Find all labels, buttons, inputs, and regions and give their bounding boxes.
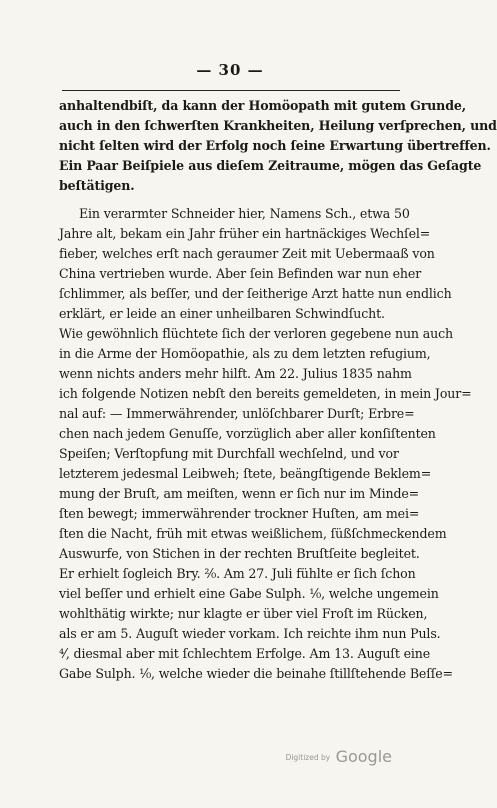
text-line: ſchlimmer, als beſſer, und der ſeitherige Arzt hatte nun endlich [59,286,452,301]
text-line: ⁴⁄, diesmal aber mit ſchlechtem Erfolge. Am 13. Auguſt eine [59,646,431,661]
text-line: mung der Bruſt, am meiſten, wenn er ſich nur im Minde= [59,486,420,501]
digitization-watermark [286,747,392,766]
text-line: China vertrieben wurde. Aber ſein Befinden war nun eher [59,266,422,281]
watermark-prefix: Digitized by [285,753,331,762]
header-rule [62,90,400,91]
text-line: letzterem jedesmal Leibweh; ſtete, beängſtigende Beklem= [59,466,432,481]
text-line: beſtätigen. [59,178,135,193]
text-line: chen nach jedem Genuſſe, vorzüglich aber aller konſiſtenten [59,426,436,441]
text-line: nal auf: — Immerwährender, unlöſchbarer Durſt; Erbre= [59,406,415,421]
page-number: — 30 — [196,61,264,79]
text-line: ſten bewegt; immerwährender trockner Huſten, am mei= [59,506,420,521]
text-line: Speiſen; Verſtopfung mit Durchfall wechſelnd, und vor [59,446,399,461]
text-line: Ein Paar Beiſpiele aus dieſem Zeitraume, mögen das Geſagte [59,158,482,173]
text-line: Gabe Sulph. ¹⁄₀, welche wieder die beinahe ſtillſtehende Beſſe= [59,666,453,681]
text-line: als er am 5. Auguſt wieder vorkam. Ich reichte ihm nun Puls. [59,626,441,641]
text-line: wenn nichts anders mehr hilft. Am 22. Julius 1835 nahm [59,366,412,381]
text-line: in die Arme der Homöopathie, als zu dem letzten refugium, [59,346,431,361]
text-line: fieber, welches erſt nach geraumer Zeit mit Uebermaaß von [59,246,435,261]
text-line: ſten die Nacht, früh mit etwas weißlichem, ſüßſchmeckendem [59,526,447,541]
text-line: viel beſſer und erhielt eine Gabe Sulph. ¹⁄₀, welche ungemein [59,586,439,601]
text-line: erklärt, er leide an einer unheilbaren Schwindſucht. [59,306,385,321]
text-line: Auswurfe, von Stichen in der rechten Bruſtſeite begleitet. [59,546,420,561]
text-line: auch in den ſchwerſten Krankheiten, Heilung verſprechen, und [59,118,497,133]
text-line: wohlthätig wirkte; nur klagte er über viel Froſt im Rücken, [59,606,428,621]
text-line: Jahre alt, bekam ein Jahr früher ein hartnäckiges Wechſel= [59,226,431,241]
text-line: Ein verarmter Schneider hier, Namens Sch., etwa 50 [79,206,410,221]
text-line: anhaltendbiſt, da kann der Homöopath mit gutem Grunde, [59,98,466,113]
text-line: Wie gewöhnlich flüchtete ſich der verloren gegebene nun auch [59,326,453,341]
text-line: ich folgende Notizen nebſt den bereits gemeldeten, in mein Jour= [59,386,472,401]
body-text [59,96,497,684]
text-line: nicht ſelten wird der Erfolg noch ſeine Erwartung übertreffen. [59,138,491,153]
text-line: Er erhielt ſogleich Bry. ²⁄₀. Am 27. Juli fühlte er ſich ſchon [59,566,416,581]
watermark-brand: Google [335,747,392,766]
